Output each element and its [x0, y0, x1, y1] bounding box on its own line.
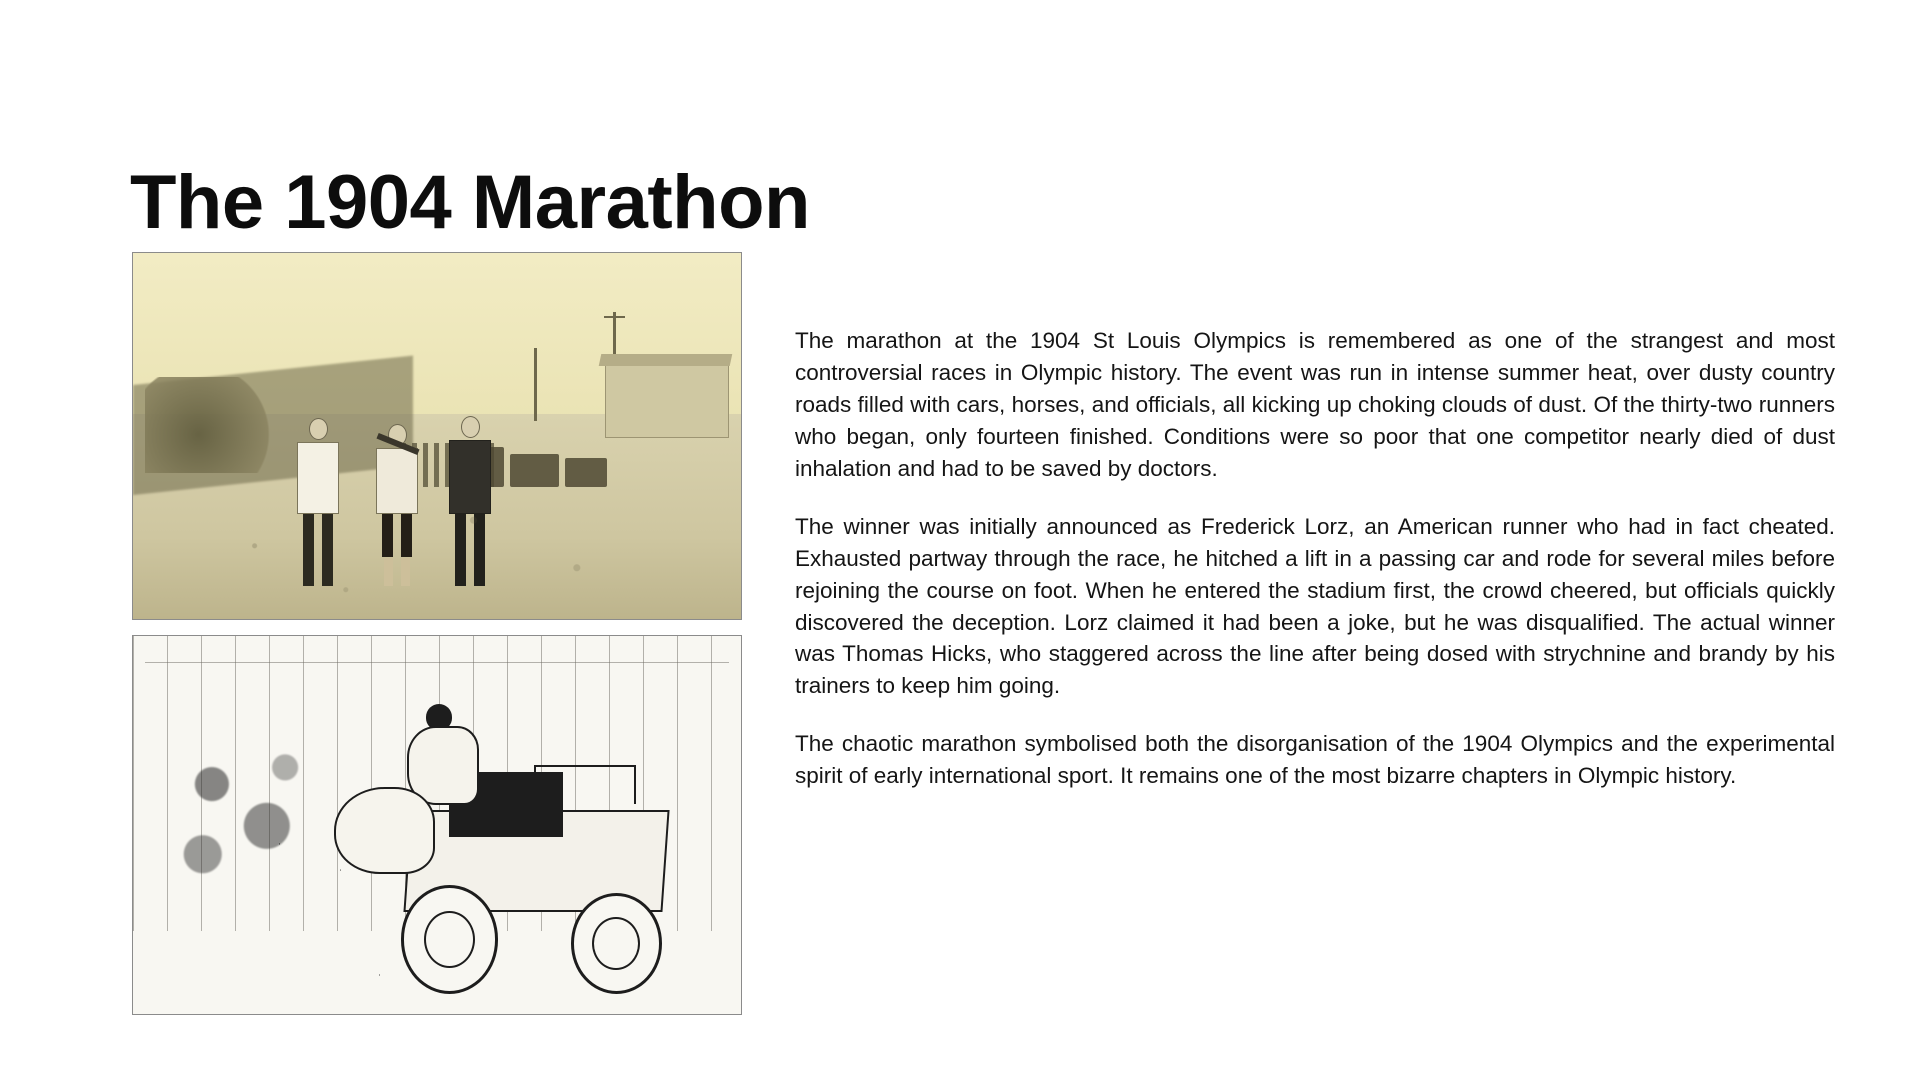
- sketch-ink-strokes: [133, 636, 741, 1014]
- body-paragraph-1: The marathon at the 1904 St Louis Olympics is remembered as one of the strangest and most controversial races in Olympic history. The event was run in intense summer heat, over dusty country roads filled with cars, horses, and officials, all kicking up choking clouds of dust. Of the thirty-two runners who began, only fourteen finished. Conditions were so poor that one competitor nearly died of dust inhalation and had to be saved by doctors.: [795, 328, 1835, 481]
- body-paragraph-2: The winner was initially announced as Frederick Lorz, an American runner who had in fact cheated. Exhausted partway through the race, he hitched a lift in a passing car and rode for several miles before rejoining the course on foot. When he entered the stadium first, the crowd cheered, but officials quickly discovered the deception. Lorz claimed it had been a joke, but he was disqualified. The actual winner was Thomas Hicks, who staggered across the line after being dosed with strychnine and brandy by his trainers to keep him going.: [795, 513, 1835, 699]
- body-paragraph-3: The chaotic marathon symbolised both the disorganisation of the 1904 Olympics and the experimental spirit of early international sport. It remains one of the most bizarre chapters in Olympic history.: [795, 731, 1835, 789]
- body-text-column: [795, 325, 1835, 792]
- photo-grain-overlay: [133, 253, 741, 619]
- image-column: [132, 252, 742, 1015]
- sketch-car-and-smoke: [132, 635, 742, 1015]
- photo-runners-on-road: [132, 252, 742, 620]
- page-title: The 1904 Marathon: [130, 159, 810, 245]
